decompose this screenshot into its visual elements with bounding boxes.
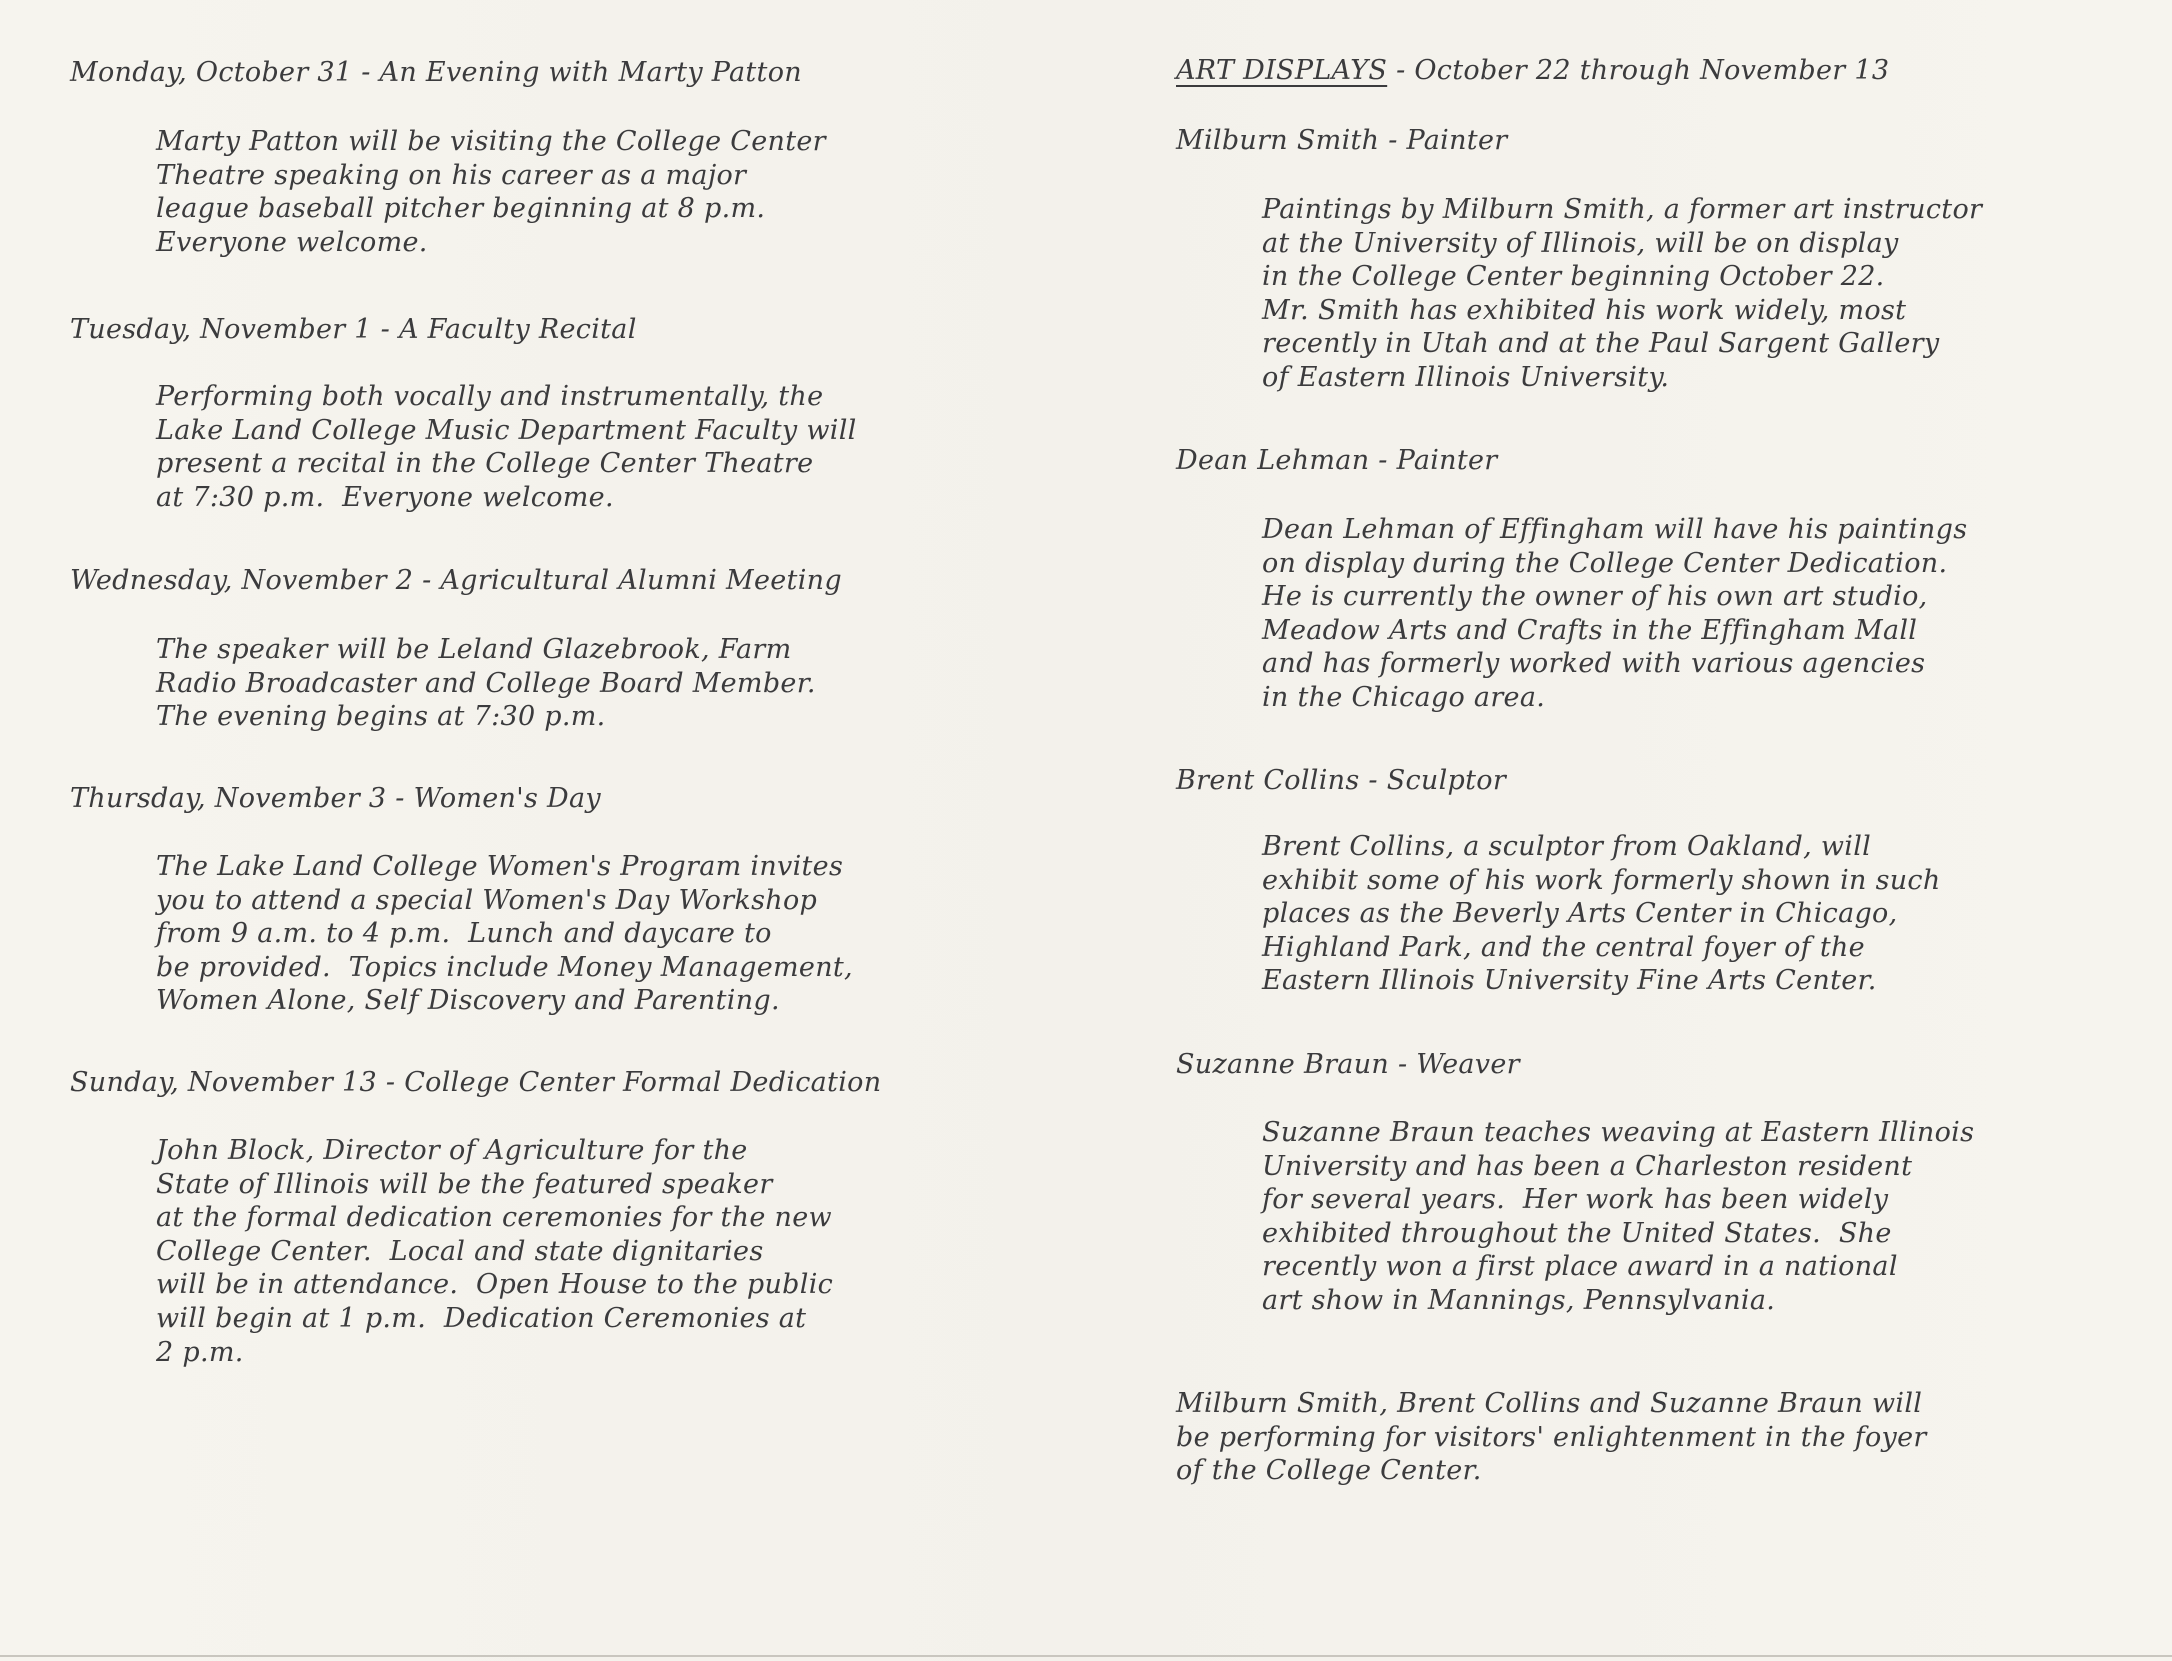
art-displays-dates: - October 22 through November 13 [1387,55,1890,86]
event-heading-thursday: Thursday, November 3 - Women's Day [70,783,601,814]
artist-heading-braun: Suzanne Braun - Weaver [1176,1049,1520,1080]
art-closing-note: Milburn Smith, Brent Collins and Suzanne Braun will be performing for visitors' enlightenment in the foyer of the College Center. [1176,1388,1927,1487]
art-displays-title [1176,54,1889,88]
artist-body-collins: Brent Collins, a sculptor from Oakland, will exhibit some of his work formerly shown in such places as the Beverly Arts Center in Chicago, Highland Park, and the central foyer of the Eastern Illinois University Fine Arts Center. [1262,831,1941,997]
artist-body-smith: Paintings by Milburn Smith, a former art instructor at the University of Illinois, will be on display in the College Center beginning October 22. Mr. Smith has exhibited his work widely, most recently in Utah and at the Paul Sargent Gallery of Eastern Illinois University. [1262,194,1983,393]
event-body-wednesday: The speaker will be Leland Glazebrook, Farm Radio Broadcaster and College Board Member. The evening begins at 7:30 p.m. [156,634,816,733]
event-heading-monday: Monday, October 31 - An Evening with Marty Patton [70,57,802,88]
event-body-sunday: John Block, Director of Agriculture for the State of Illinois will be the featured speaker at the formal dedication ceremonies for the new College Center. Local and state dignitaries will be in attendance. Open House to the public will begin at 1 p.m. Dedication Ceremonies at 2 p.m. [156,1135,834,1368]
event-body-tuesday: Performing both vocally and instrumentally, the Lake Land College Music Department Faculty will present a recital in the College Center Theatre at 7:30 p.m. Everyone welcome. [156,381,857,513]
event-heading-tuesday: Tuesday, November 1 - A Faculty Recital [70,314,637,345]
artist-heading-smith: Milburn Smith - Painter [1176,125,1508,156]
artist-heading-lehman: Dean Lehman - Painter [1176,445,1498,476]
event-heading-sunday: Sunday, November 13 - College Center Formal Dedication [70,1067,882,1098]
art-displays-label: ART DISPLAYS [1176,55,1388,86]
page-bottom-edge [0,1655,2172,1657]
event-body-monday: Marty Patton will be visiting the College Center Theatre speaking on his career as a major league baseball pitcher beginning at 8 p.m. Everyone welcome. [156,126,826,258]
artist-body-braun: Suzanne Braun teaches weaving at Eastern Illinois University and has been a Charleston resident for several years. Her work has been widely exhibited throughout the United States. She recently won a first place award in a national art show in Mannings, Pennsylvania. [1262,1117,1975,1316]
event-body-thursday: The Lake Land College Women's Program invites you to attend a special Women's Day Workshop from 9 a.m. to 4 p.m. Lunch and daycare to be provided. Topics include Money Management, Women Alone, Self Discovery and Parenting. [156,851,853,1017]
artist-heading-collins: Brent Collins - Sculptor [1176,765,1507,796]
artist-body-lehman: Dean Lehman of Effingham will have his paintings on display during the College Center Dedication. He is currently the owner of his own art studio, Meadow Arts and Crafts in the Effingham Mall and has formerly worked with various agencies in the Chicago area. [1262,514,1968,713]
event-heading-wednesday: Wednesday, November 2 - Agricultural Alumni Meeting [70,565,842,596]
